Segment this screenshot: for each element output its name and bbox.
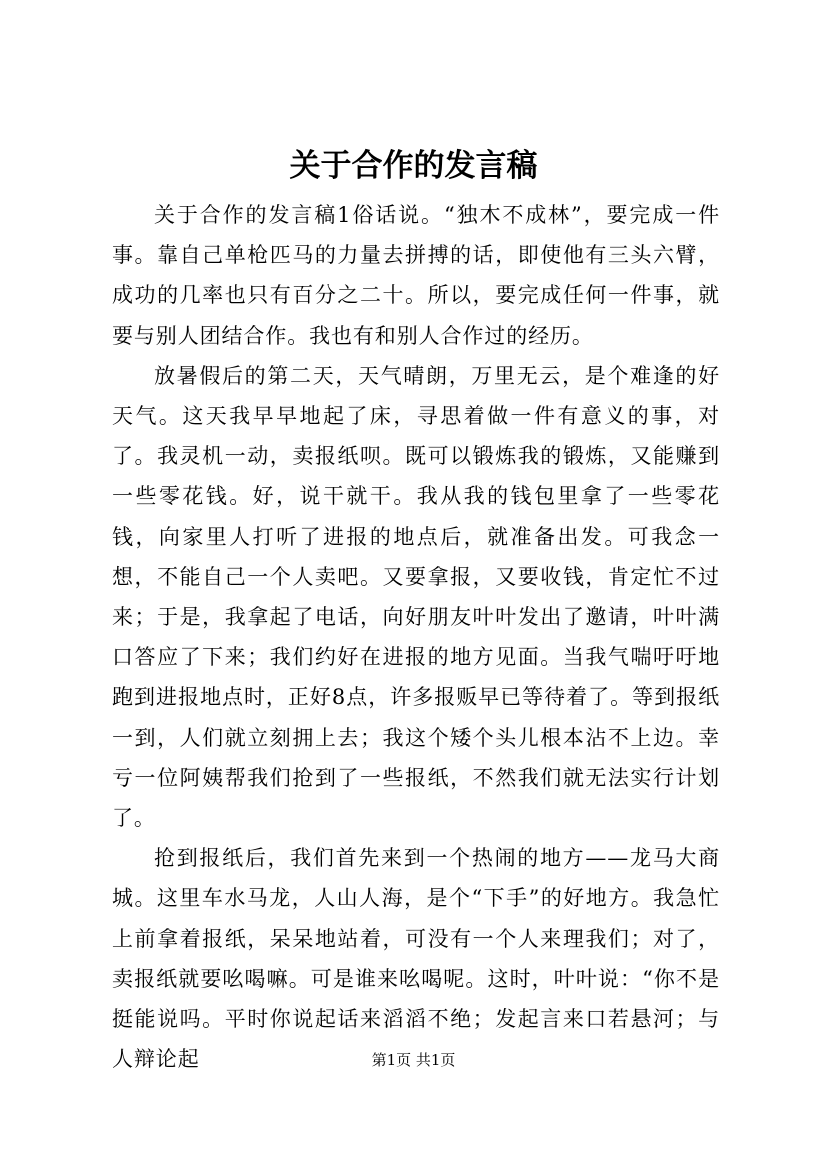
- paragraph-2: 放暑假后的第二天，天气晴朗，万里无云，是个难逢的好天气。这天我早早地起了床，寻思着做一件有意义的事，对了。我灵机一动，卖报纸呗。既可以锻炼我的锻炼，又能赚到一些零花钱。好，说干就干。我从我的钱包里拿了一些零花钱，向家里人打听了进报的地点后，就准备出发。可我念一想，不能自己一个人卖吧。又要拿报，又要收钱，肯定忙不过来；于是，我拿起了电话，向好朋友叶叶发出了邀请，叶叶满口答应了下来；我们约好在进报的地方见面。当我气喘吁吁地跑到进报地点时，正好8点，许多报贩早已等待着了。等到报纸一到，人们就立刻拥上去；我这个矮个头儿根本沾不上边。幸亏一位阿姨帮我们抢到了一些报纸，不然我们就无法实行计划了。: [112, 363, 720, 831]
- document-title: 关于合作的发言稿: [289, 148, 538, 184]
- paragraph-1: 关于合作的发言稿1俗话说。“独木不成林”，要完成一件事。靠自己单枪匹马的力量去拼搏的话，即使他有三头六臂，成功的几率也只有百分之二十。所以，要完成任何一件事，就要与别人团结合作。我也有和别人合作过的经历。: [112, 203, 720, 348]
- page-footer: 第1页 共1页: [371, 1051, 456, 1069]
- document-body: [112, 195, 720, 1079]
- paragraph-3: 抢到报纸后，我们首先来到一个热闹的地方——龙马大商城。这里车水马龙，人山人海，是个“下手”的好地方。我急忙上前拿着报纸，呆呆地站着，可没有一个人来理我们；对了，卖报纸就要吆喝嘛。可是谁来吆喝呢。这时，叶叶说：“你不是挺能说吗。平时你说起话来滔滔不绝；发起言来口若悬河；与人辩论起: [112, 846, 720, 1072]
